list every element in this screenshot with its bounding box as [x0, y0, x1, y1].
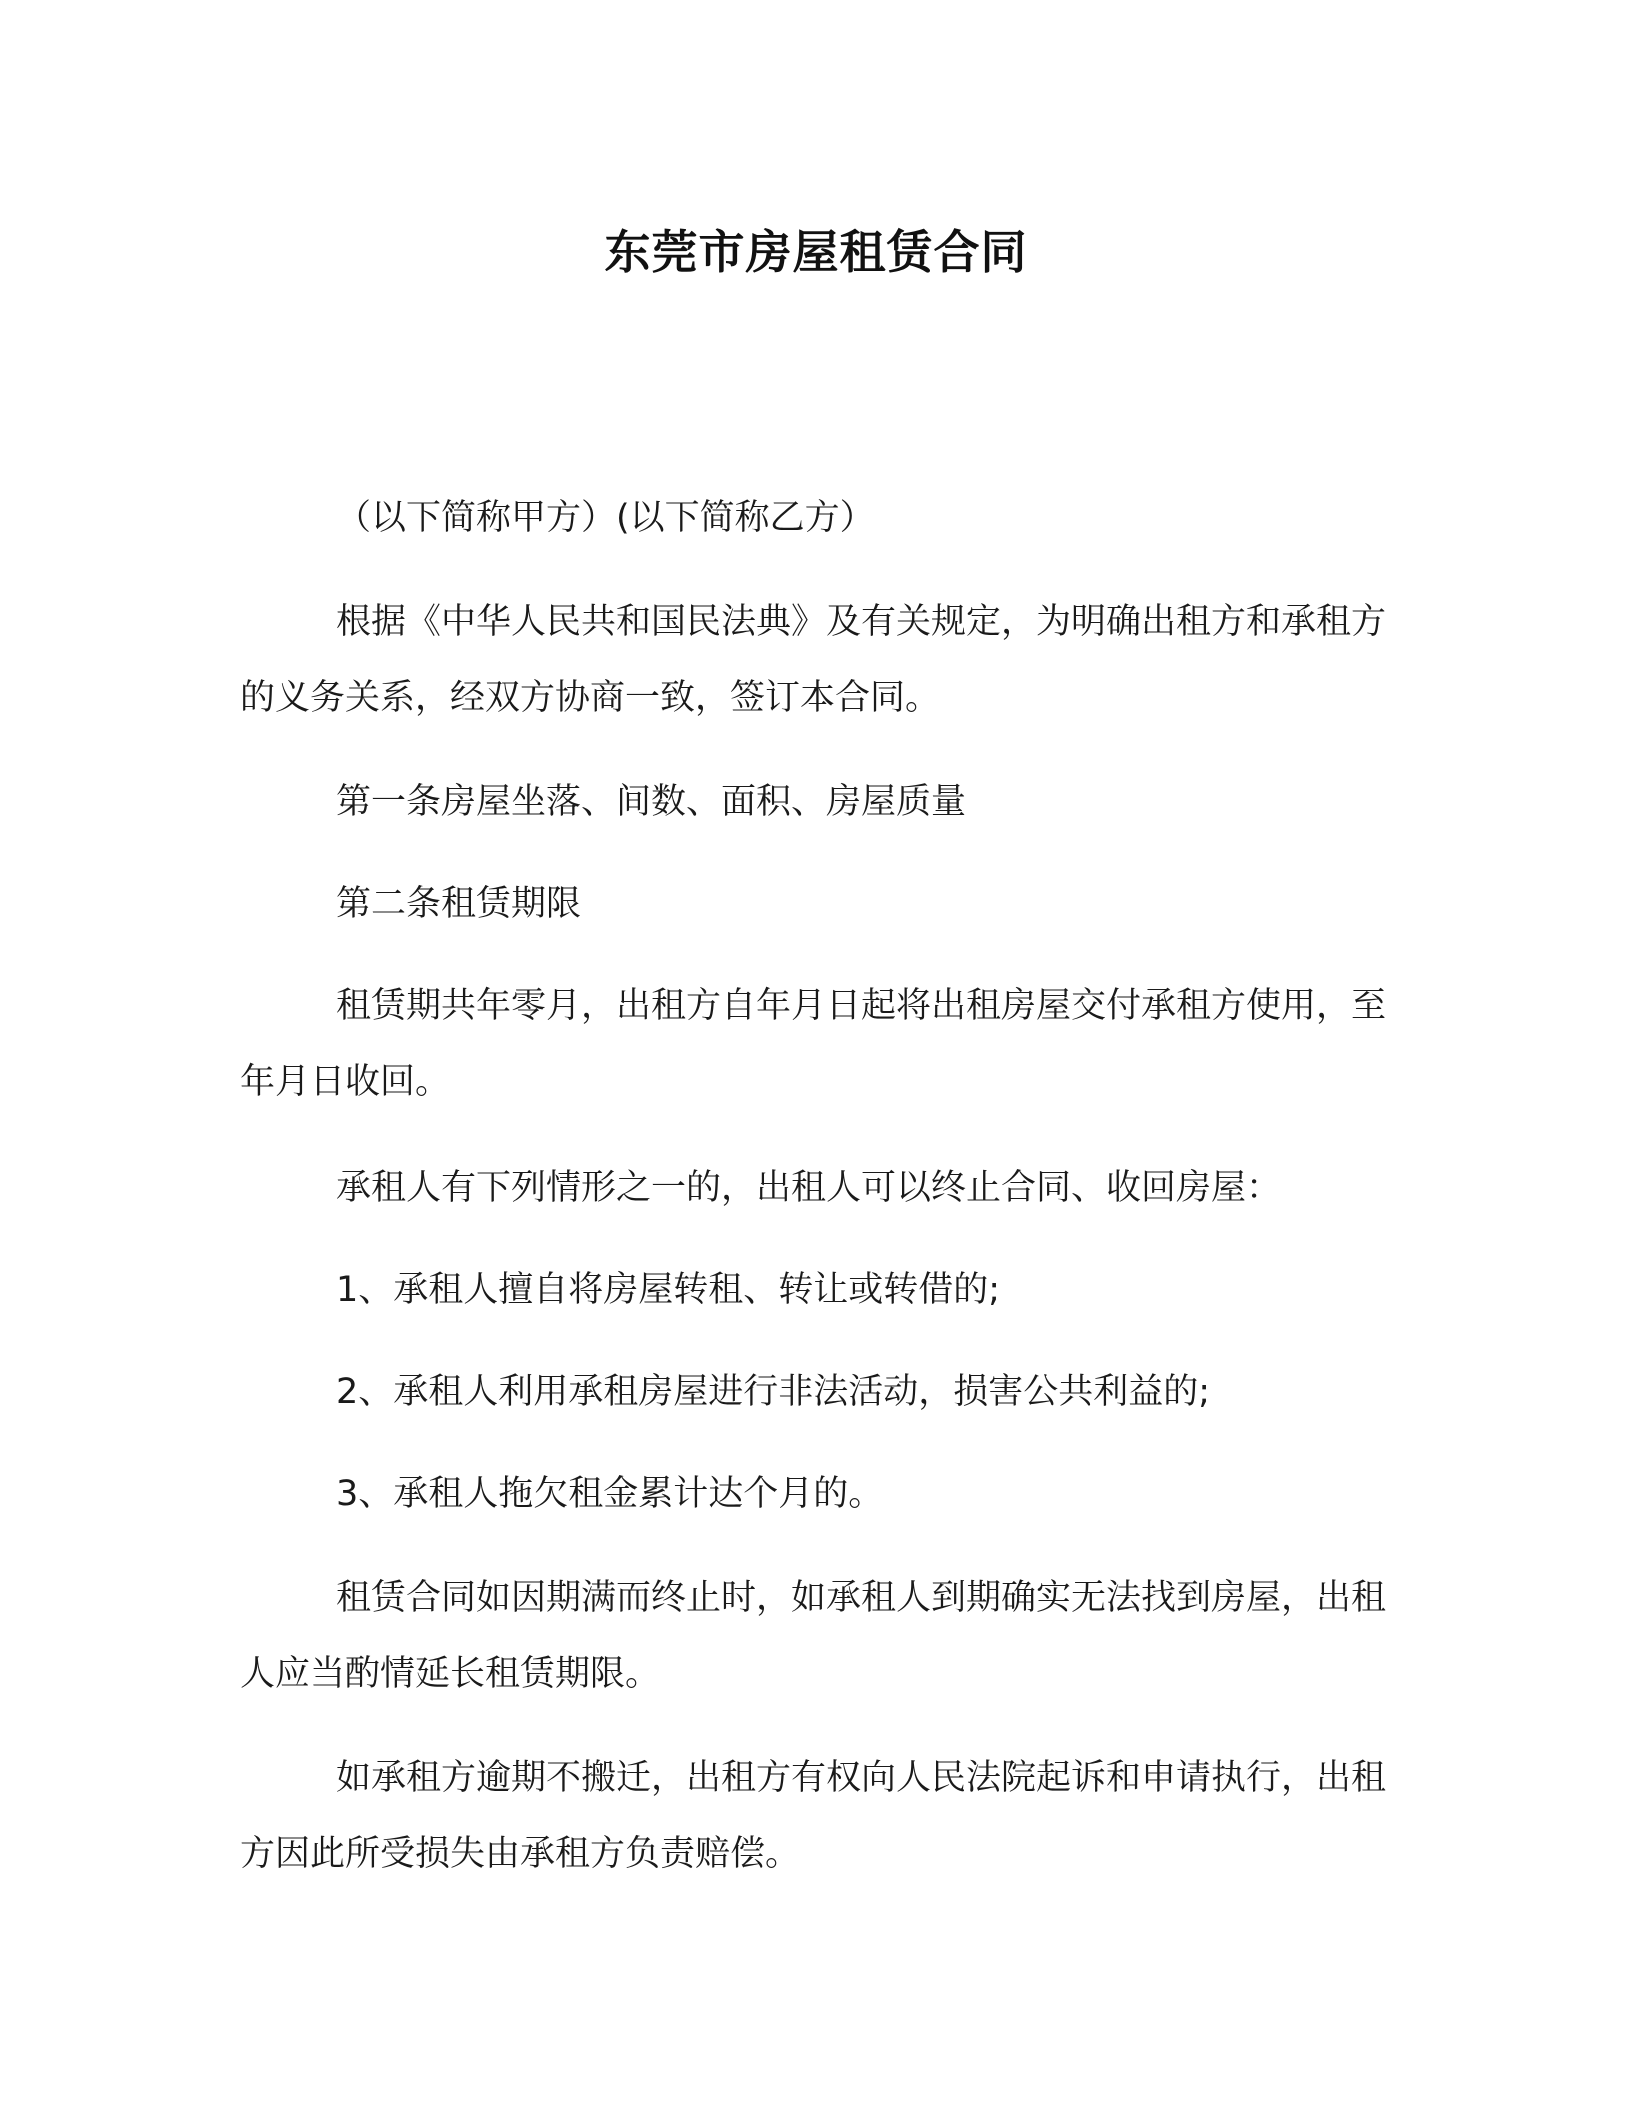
condition-item-1: 1、承租人擅自将房屋转租、转让或转借的;: [336, 1270, 1001, 1310]
condition-item-3: 3、承租人拖欠租金累计达个月的。: [336, 1474, 884, 1514]
overdue-paragraph: 如承租方逾期不搬迁，出租方有权向人民法院起诉和申请执行，出租方因此所受损失由承租方负责赔偿。: [240, 1758, 1387, 1874]
parties-paragraph: （以下简称甲方）(以下简称乙方）: [336, 498, 875, 538]
termination-conditions-paragraph: 承租人有下列情形之一的，出租人可以终止合同、收回房屋：: [336, 1168, 1282, 1208]
basis-paragraph: 根据《中华人民共和国民法典》及有关规定，为明确出租方和承租方的义务关系，经双方协商一致，签订本合同。: [240, 602, 1387, 718]
condition-item-2: 2、承租人利用承租房屋进行非法活动，损害公共利益的;: [336, 1372, 1211, 1412]
article-one-heading: 第一条房屋坐落、间数、面积、房屋质量: [336, 782, 967, 822]
document-title: 东莞市房屋租赁合同: [604, 225, 1028, 279]
article-two-heading: 第二条租赁期限: [336, 884, 582, 924]
lease-term-paragraph: 租赁期共年零月，出租方自年月日起将出租房屋交付承租方使用，至年月日收回。: [240, 986, 1387, 1102]
expiry-paragraph: 租赁合同如因期满而终止时，如承租人到期确实无法找到房屋，出租人应当酌情延长租赁期限。: [240, 1578, 1387, 1694]
